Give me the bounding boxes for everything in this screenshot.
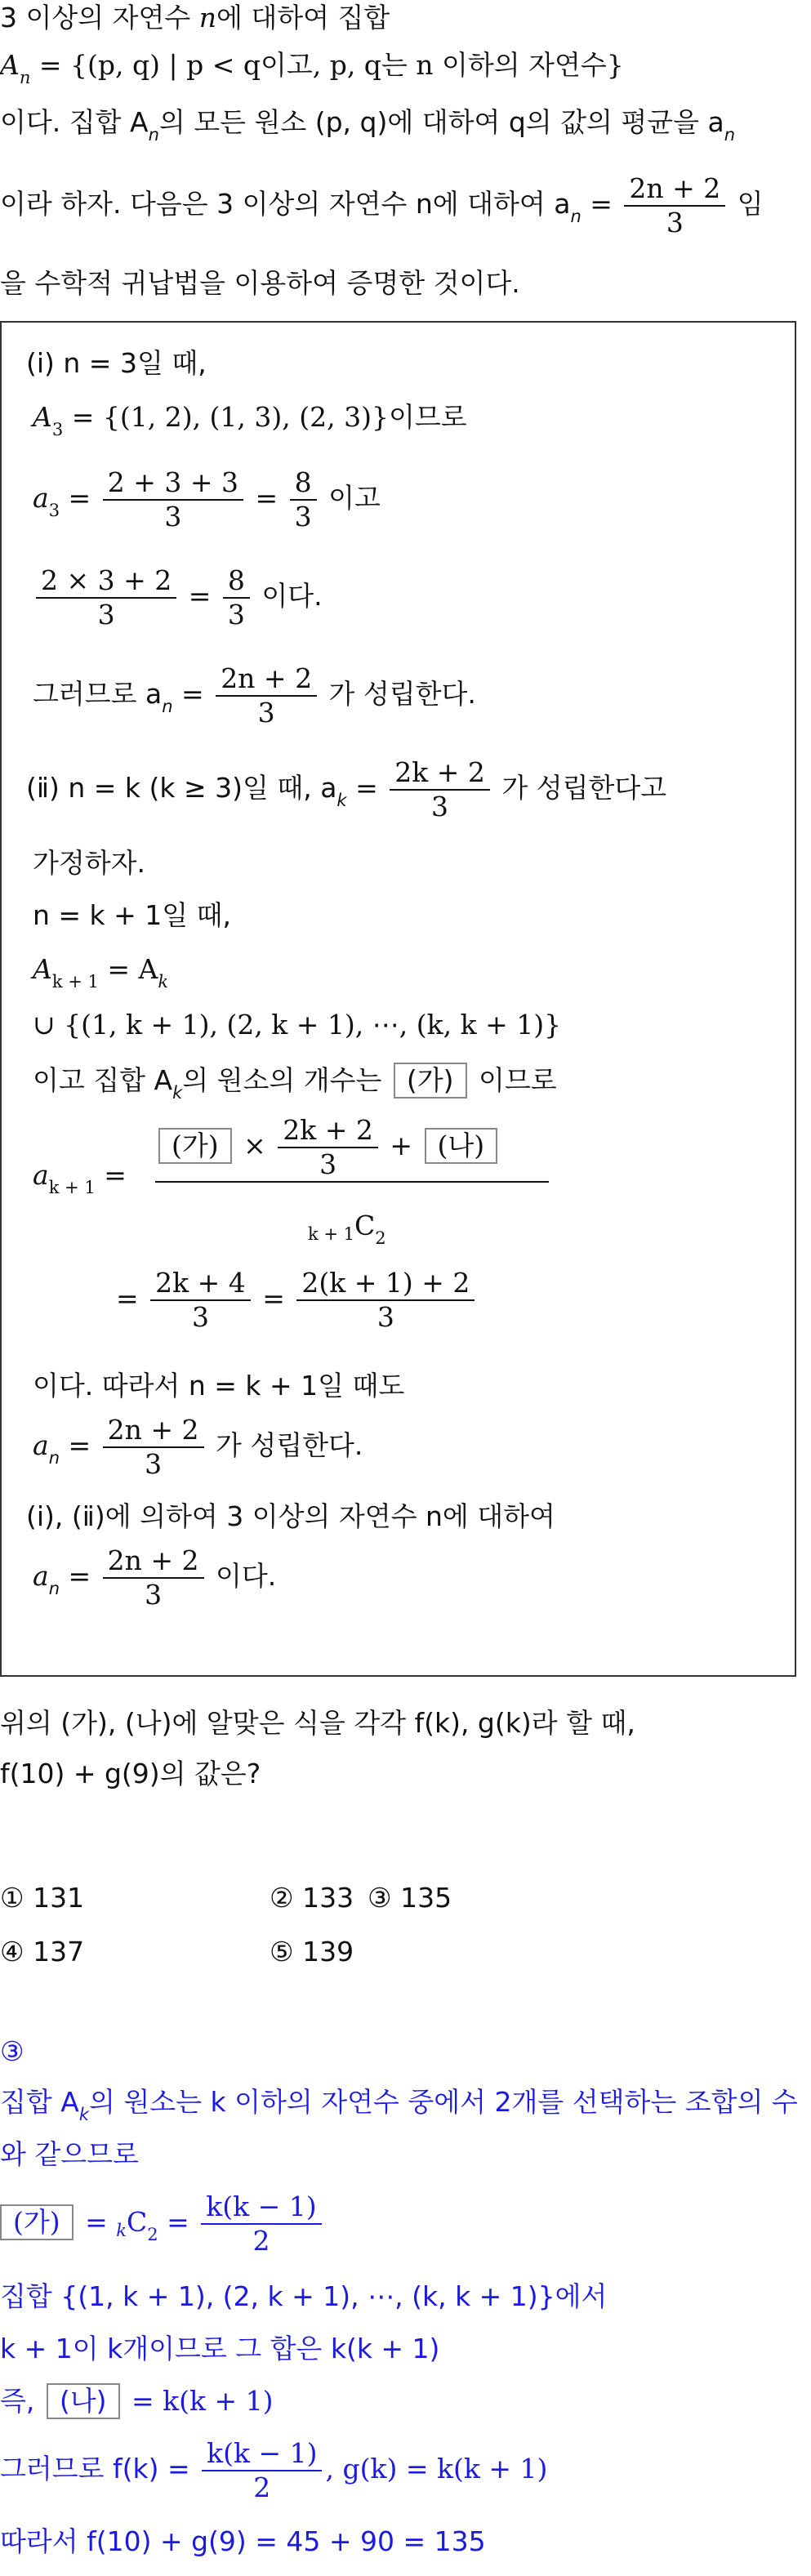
proof-text: 이고 [319,482,381,514]
proof-text: 이다. [252,580,323,612]
combination-symbol: C [354,1210,376,1241]
proof-text: (ⅰ), (ⅱ)에 의하여 3 이상의 자연수 n에 대하여 [26,1500,555,1532]
numerator: 2n + 2 [624,172,725,207]
proof-line [33,559,323,633]
proof-text: = {(1, 2), (1, 3), (2, 3)}이므로 [63,401,467,433]
fraction [36,564,176,631]
set-definition: = {(p, q) | p < q이고, p, q는 n 이하의 자연수} [30,49,624,81]
variable: a [33,482,49,514]
problem-line-3 [0,105,735,144]
proof-line [33,1007,561,1043]
problem-text: 의 모든 원소 (p, q)에 대하여 q의 값의 평균을 a [158,106,724,138]
fraction [103,466,243,533]
proof-line [26,1499,555,1535]
question-line-1 [0,1705,635,1741]
equals: = [346,772,387,804]
proof-line [33,898,231,934]
denominator: 3 [431,790,449,822]
problem-text: 3 이상의 자연수 [0,2,199,33]
numerator: 2 × 3 + 2 [36,564,176,599]
denominator: 3 [227,599,245,631]
problem-line-2 [0,47,624,87]
numerator: 2n + 2 [103,1414,204,1448]
denominator: 3 [319,1148,337,1180]
numerator: 8 [290,466,317,501]
numerator: 2 + 3 + 3 [103,466,243,501]
proof-line [33,1368,404,1404]
subscript: n [19,68,31,87]
denominator: 3 [97,599,115,631]
proof-line [33,1151,127,1203]
fraction [103,1414,204,1481]
blank-box-ga: (가) [158,1128,232,1164]
denominator: 3 [294,501,312,533]
solution-line: 집합 $A_k$의 원소는 k 이하의 자연수 중에서 2개를 선택하는 조합의 수 [0,2086,798,2124]
proof-line [33,952,168,991]
fraction [390,756,490,823]
variable: a [33,1429,49,1461]
problem-line-1 [0,0,390,36]
subscript: k + 1 [51,972,99,992]
subscript: 3 [48,501,60,520]
solution-line: 집합 {(1, k + 1), (2, k + 1), ⋯, (k, k + 1)}에서 [0,2280,608,2312]
denominator: 3 [145,1578,163,1611]
subscript: n [48,1448,60,1468]
proof-text: 이다. 따라서 n = k + 1일 때도 [33,1370,405,1402]
proof-text: 가 성립한다. [320,678,476,710]
fraction [296,1267,475,1334]
problem-text: 을 수학적 귀납법을 이용하여 증명한 것이다. [0,267,520,299]
equals: = [253,1282,294,1314]
choice-3[interactable]: ③ 135 [368,1882,452,1914]
blank-box-ga: (가) [0,2204,74,2240]
problem-text: 에 대하여 집합 [216,2,390,33]
equals: = [60,482,100,514]
choice-5[interactable]: ⑤ 139 [270,1936,354,1968]
fraction: $\frac{k(k - 1)}{2}$ [201,2190,321,2257]
fraction [103,1544,204,1611]
solution-line: k + 1이 k개이므로 그 합은 k(k + 1) [0,2333,440,2364]
subscript: 2 [375,1228,386,1248]
subscript: n [570,207,582,226]
equals: = [95,1159,127,1191]
proof-text: 이므로 [470,1064,557,1096]
subscript: k + 1 [48,1178,96,1197]
solution-line: 즉, (나) = k(k + 1) [0,2383,274,2419]
fraction: $\frac{k(k - 1)}{2}$ [202,2437,322,2504]
problem-var-n: n [198,2,216,33]
denominator: 3 [191,1301,209,1333]
proof-text: 그러므로 a [33,678,163,710]
proof-line [33,1063,557,1102]
numerator: 2(k + 1) + 2 [296,1267,475,1301]
problem-line-5 [0,265,520,301]
proof-text: 의 원소의 개수는 [182,1064,390,1096]
fraction [223,564,250,631]
proof-text: 가정하자. [33,847,146,879]
equals: = [172,678,213,710]
proof-text: 가 성립한다. [207,1429,363,1461]
proof-text: (ⅰ) n = 3일 때, [26,347,207,379]
variable: a [33,1560,49,1592]
choice-1[interactable]: ① 131 [0,1882,85,1914]
fraction [290,466,317,533]
set-symbol: A [0,49,20,81]
proof-text: 가 성립한다고 [492,772,667,804]
blank-box-na: (나) [425,1128,498,1164]
solution-line: 따라서 f(10) + g(9) = 45 + 90 = 135 [0,2525,486,2557]
fraction [150,1267,251,1334]
equals: = [116,1282,148,1314]
numerator: 2n + 2 [103,1544,204,1579]
denominator: 3 [257,696,275,729]
blank-box-ga: (가) [394,1063,467,1099]
times: × [234,1130,275,1161]
solution-line: 그러므로 f(k) = $\frac{k(k - 1)}{2}$ , g(k) = k(k + 1) [0,2436,548,2503]
equals: = [180,580,220,612]
subscript: n [148,125,159,145]
equals: = [60,1560,100,1592]
solution-line: (가) = $kC_2$ = $\frac{k(k - 1)}{2}$ [0,2186,325,2262]
proof-text: ∪ {(1, k + 1), (2, k + 1), ⋯, (k, k + 1)} [33,1009,562,1041]
proof-text: 이다. [207,1560,277,1592]
proof-text: = A [98,953,158,985]
problem-line-4 [0,167,764,244]
proof-line [33,657,476,734]
subscript: n [162,697,173,716]
plus: + [381,1130,421,1161]
problem-text: 임 [729,188,764,220]
equals: = [60,1429,100,1461]
proof-line [33,399,467,439]
choice-2[interactable]: ② 133 [270,1882,354,1914]
numerator: 2n + 2 [216,662,317,697]
proof-box [0,321,796,1677]
proof-text: (ⅱ) n = k (k ≥ 3)일 때, a [26,772,337,804]
subscript: 3 [51,420,64,439]
proof-line [33,1409,363,1486]
subscript: n [48,1579,60,1598]
proof-line [33,1540,276,1616]
big-denominator [308,1208,386,1247]
fraction [624,172,725,239]
question-text: f(10) + g(9)의 값은? [0,1758,261,1789]
blank-box-na: (나) [47,2383,120,2419]
subscript: n [724,125,736,145]
numerator: 2k + 2 [278,1114,378,1148]
subscript: k [158,972,169,992]
proof-line [116,1262,478,1335]
subscript: k + 1 [308,1224,355,1244]
numerator: 8 [223,564,250,599]
denominator: 3 [666,206,684,238]
numerator: 2k + 2 [390,756,490,791]
equals: = [581,188,622,220]
proof-line [26,751,666,828]
proof-text: n = k + 1일 때, [33,899,232,931]
equals: = [246,482,287,514]
proof-text: 이고 집합 A [33,1064,173,1096]
subscript: k [336,791,347,810]
fraction [216,662,317,729]
set-symbol: A [33,401,52,433]
variable: a [33,1159,49,1191]
proof-line [26,345,207,381]
solution-line: 와 같으므로 [0,2138,139,2170]
question-line-2 [0,1756,261,1792]
subscript: k [172,1083,183,1103]
denominator: 3 [377,1301,394,1333]
problem-text: 이라 하자. 다음은 3 이상의 자연수 n에 대하여 a [0,188,571,220]
answer-mark: ③ [0,2035,25,2067]
proof-line [33,461,381,538]
denominator: 3 [164,501,182,533]
question-text: 위의 (가), (나)에 알맞은 식을 각각 f(k), g(k)라 할 때, [0,1707,635,1739]
denominator: 3 [145,1447,163,1480]
set-symbol: A [33,953,52,985]
proof-line [33,845,145,881]
choice-4[interactable]: ④ 137 [0,1936,85,1968]
big-numerator [155,1112,549,1183]
numerator: 2k + 4 [150,1267,251,1301]
problem-text: 이다. 집합 A [0,106,149,138]
fraction [278,1114,378,1181]
